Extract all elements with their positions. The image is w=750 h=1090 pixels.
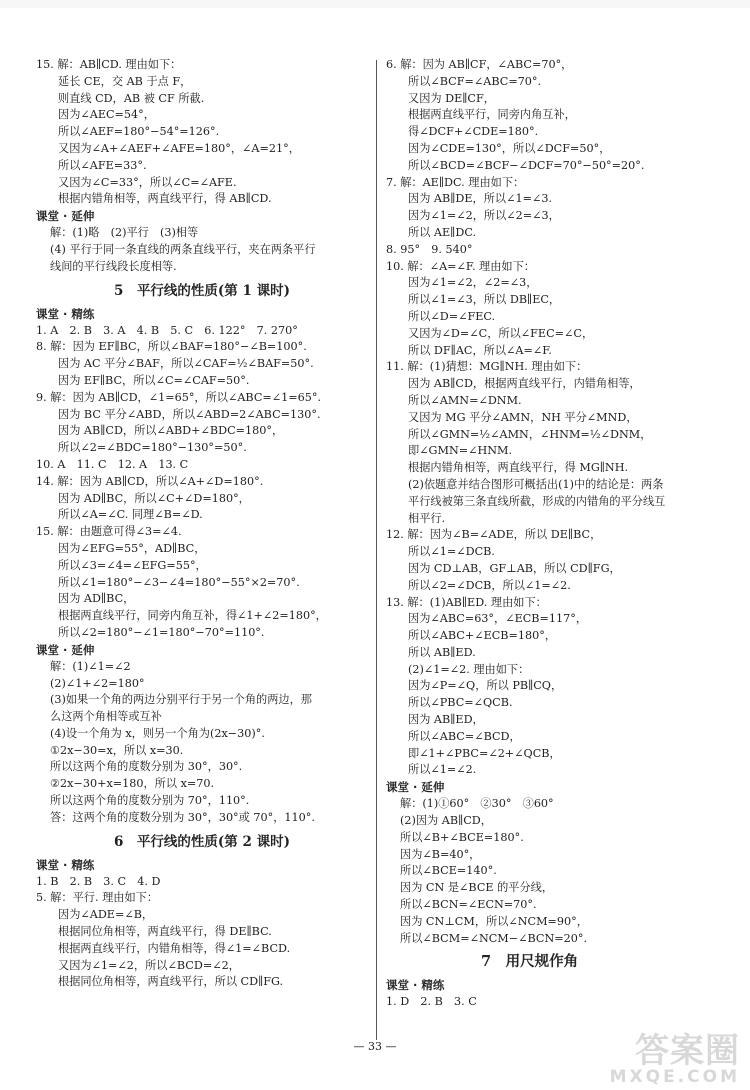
text-line: 因为 AB∥ED， — [408, 713, 484, 727]
text-line: 解：(1)①60° ②30° ③60° — [400, 797, 554, 811]
text-line: 所以∠GMN=½∠AMN，∠HNM=½∠DNM， — [408, 427, 652, 441]
text-line: 因为 AD∥BC，所以∠C+∠D=180°， — [58, 491, 250, 505]
text-line: 1. A 2. B 3. A 4. B 5. C 6. 122° 7. 270° — [36, 323, 298, 337]
text-line: 又因为∠1=∠2，所以∠BCD=∠2， — [58, 958, 240, 972]
text-line: 所以∠D=∠FEC. — [408, 309, 496, 323]
text-line: 相平行. — [408, 511, 446, 525]
text-line: 因为 AC 平分∠BAF，所以∠CAF=½∠BAF=50°. — [58, 357, 314, 371]
text-line: 14. 解：因为 AB∥CD，所以∠A+∠D=180°. — [36, 474, 264, 488]
text-line: 又因为 MG 平分∠AMN，NH 平分∠MND， — [408, 410, 638, 424]
text-line: 所以∠AEF=180°−54°=126°. — [58, 125, 220, 139]
text-line: 因为 CN 是∠BCE 的平分线， — [400, 881, 554, 895]
section-heading: 课堂 · 延伸 — [386, 780, 445, 795]
lesson-title: 7 用尺规作角 — [481, 953, 579, 971]
text-line: 所以∠B+∠BCE=180°. — [400, 830, 524, 844]
text-line: 又因为∠A+∠AEF+∠AFE=180°，∠A=21°， — [58, 141, 300, 155]
text-line: 根据内错角相等，两直线平行，得 AB∥CD. — [58, 192, 272, 206]
text-line: 因为 AB∥CD，所以∠ABD+∠BDC=180°， — [58, 424, 284, 438]
text-line: 所以 DF∥AC，所以∠A=∠F. — [408, 343, 552, 357]
text-line: (2)因为 AB∥CD， — [400, 814, 492, 828]
section-heading: 课堂 · 精练 — [36, 857, 95, 872]
text-line: 11. 解：(1)猜想：MG∥NH. 理由如下： — [386, 360, 588, 374]
section-heading: 课堂 · 延伸 — [36, 209, 95, 224]
text-line: 所以∠AMN=∠DNM. — [408, 393, 522, 407]
text-line: 所以∠BCF=∠ABC=70°. — [408, 74, 542, 88]
text-line: 8. 解：因为 EF∥BC，所以∠BAF=180°−∠B=100°. — [36, 340, 307, 354]
text-line: 所以∠1=∠3，所以 DB∥EC， — [408, 293, 561, 307]
text-line: 所以∠BCN=∠ECN=70°. — [400, 898, 537, 912]
text-line: (2)依题意并结合图形可概括出(1)中的结论是：两条 — [408, 477, 664, 491]
page-number: — 33 — — [353, 1040, 397, 1053]
text-line: 所以这两个角的度数分别为 70°，110°. — [50, 794, 250, 808]
text-line: 因为 CD⊥AB，GF⊥AB，所以 CD∥FG， — [408, 561, 621, 575]
text-line: 根据两直线平行，同旁内角互补，得∠1+∠2=180°， — [58, 609, 327, 623]
section-heading: 课堂 · 精练 — [386, 978, 445, 993]
text-line: 1. B 2. B 3. C 4. D — [36, 874, 161, 888]
text-line: 因为∠ABC=63°，∠ECB=117°， — [408, 612, 588, 626]
text-line: 又因为∠D=∠C，所以∠FEC=∠C， — [408, 326, 594, 340]
section-heading: 课堂 · 精练 — [36, 306, 95, 321]
text-line: (4)设一个角为 x，则另一个角为(2x−30)°. — [50, 726, 265, 740]
text-line: 根据内错角相等，两直线平行，得 MG∥NH. — [408, 461, 629, 475]
text-line: 12. 解：因为∠B=∠ADE，所以 DE∥BC， — [386, 528, 602, 542]
text-line: 所以∠AFE=33°. — [58, 158, 147, 172]
text-line: ①2x−30=x，所以 x=30. — [50, 743, 184, 757]
text-line: 10. 解：∠A=∠F. 理由如下： — [386, 259, 535, 273]
text-line: 所以∠1=∠2. — [408, 763, 477, 777]
column-divider — [376, 60, 377, 1040]
text-line: 么这两个角相等或互补 — [50, 710, 162, 724]
text-line: 解：(1)略 (2)平行 (3)相等 — [50, 226, 199, 240]
text-line: 所以∠2=180°−∠1=180°−70°=110°. — [58, 625, 265, 639]
text-line: 所以∠1=180°−∠3−∠4=180°−55°×2=70°. — [58, 575, 300, 589]
text-line: 则直线 CD，AB 被 CF 所截. — [58, 91, 205, 105]
text-line: 所以∠BCE=140°. — [400, 864, 497, 878]
text-line: (2)∠1=∠2. 理由如下： — [408, 662, 530, 676]
text-line: (4) 平行于同一条直线的两条直线平行，夹在两条平行 — [50, 242, 316, 256]
text-line: 平行线被第三条直线所截，形成的内错角的平分线互 — [408, 494, 666, 508]
text-line: 根据两直线平行，内错角相等，得∠1=∠BCD. — [58, 941, 291, 955]
text-line: 根据两直线平行，同旁内角互补， — [408, 108, 576, 122]
text-line: 因为∠EFG=55°，AD∥BC， — [58, 541, 206, 555]
text-line: 因为∠1=∠2，所以∠2=∠3， — [408, 209, 560, 223]
text-line: 10. A 11. C 12. A 13. C — [36, 457, 189, 471]
text-line: 因为 AD∥BC， — [58, 592, 135, 606]
text-line: 得∠DCF+∠CDE=180°. — [408, 125, 539, 139]
text-line: 8. 95° 9. 540° — [386, 242, 473, 256]
text-line: 所以∠ABC+∠ECB=180°， — [408, 629, 557, 643]
text-line: 15. 解：由题意可得∠3=∠4. — [36, 525, 182, 539]
text-line: 9. 解：因为 AB∥CD，∠1=65°，所以∠ABC=∠1=65°. — [36, 390, 322, 404]
text-line: 答：这两个角的度数分别为 30°，30°或 70°，110°. — [50, 810, 315, 824]
text-line: 根据同位角相等，两直线平行，所以 CD∥FG. — [58, 975, 284, 989]
text-line: 13. 解：(1)AB∥ED. 理由如下： — [386, 595, 547, 609]
text-line: 所以∠2=∠BDC=180°−130°=50°. — [58, 441, 247, 455]
text-line: 又因为∠C=33°，所以∠C=∠AFE. — [58, 175, 237, 189]
text-line: 因为∠CDE=130°，所以∠DCF=50°， — [408, 141, 611, 155]
text-line: 所以这两个角的度数分别为 30°，30°. — [50, 760, 243, 774]
text-line: 7. 解：AE∥DC. 理由如下： — [386, 175, 525, 189]
watermark-logo: 答案圈 MXQE.COM — [609, 1031, 740, 1087]
text-line: 6. 解：因为 AB∥CF，∠ABC=70°， — [386, 58, 573, 71]
text-line: 因为 AB∥CD，根据两直线平行，内错角相等， — [408, 377, 641, 391]
text-line: 1. D 2. B 3. C — [386, 995, 477, 1009]
text-line: 所以 AB∥ED. — [408, 645, 476, 659]
text-line: 5. 解：平行. 理由如下： — [36, 891, 159, 905]
text-line: 即∠1+∠PBC=∠2+∠QCB， — [408, 746, 561, 760]
text-line: 解：(1)∠1=∠2 — [50, 659, 131, 673]
lesson-title: 6 平行线的性质(第 2 课时) — [114, 833, 290, 850]
text-line: 因为∠AEC=54°， — [58, 108, 155, 122]
text-line: 因为 AB∥DE，所以∠1=∠3. — [408, 192, 553, 206]
text-line: 所以∠3=∠4=∠EFG=55°， — [58, 558, 207, 572]
text-line: 因为 BC 平分∠ABD，所以∠ABD=2∠ABC=130°. — [58, 407, 321, 421]
text-line: (2)∠1+∠2=180° — [50, 676, 145, 690]
text-line: 又因为 DE∥CF， — [408, 91, 495, 105]
text-line: 线间的平行线段长度相等. — [50, 259, 177, 273]
text-line: (3)如果一个角的两边分别平行于另一个角的两边，那 — [50, 693, 312, 707]
lesson-title: 5 平行线的性质(第 1 课时) — [114, 282, 290, 299]
text-line: 因为 CN⊥CM，所以∠NCM=90°， — [400, 914, 588, 928]
text-line: 根据同位角相等，两直线平行，得 DE∥BC. — [58, 925, 272, 939]
text-line: 所以∠2=∠DCB，所以∠1=∠2. — [408, 578, 571, 592]
left-column — [36, 57, 368, 991]
text-line: 所以∠PBC=∠QCB. — [408, 696, 513, 710]
text-line: 因为∠B=40°， — [400, 847, 481, 861]
text-line: 延长 CE，交 AB 于点 F， — [58, 74, 192, 88]
right-column — [386, 57, 726, 1011]
text-line: 因为∠1=∠2，∠2=∠3， — [408, 276, 538, 290]
text-line: 15. 解：AB∥CD. 理由如下： — [36, 58, 182, 71]
text-line: ②2x−30+x=180，所以 x=70. — [50, 777, 215, 791]
text-line: 即∠GMN=∠HNM. — [408, 444, 513, 458]
text-line: 所以∠ABC=∠BCD， — [408, 729, 521, 743]
text-line: 因为 EF∥BC，所以∠C=∠CAF=50°. — [58, 373, 250, 387]
section-heading: 课堂 · 延伸 — [36, 642, 95, 657]
text-line: 所以∠BCM=∠NCM−∠BCN=20°. — [400, 931, 588, 945]
text-line: 因为∠ADE=∠B， — [58, 908, 154, 922]
text-line: 所以 AE∥DC. — [408, 225, 477, 239]
text-line: 所以∠1=∠DCB. — [408, 545, 495, 559]
text-line: 因为∠P=∠Q，所以 PB∥CQ， — [408, 679, 563, 693]
text-line: 所以∠A=∠C. 同理∠B=∠D. — [58, 508, 203, 522]
text-line: 所以∠BCD=∠BCF−∠DCF=70°−50°=20°. — [408, 158, 645, 172]
